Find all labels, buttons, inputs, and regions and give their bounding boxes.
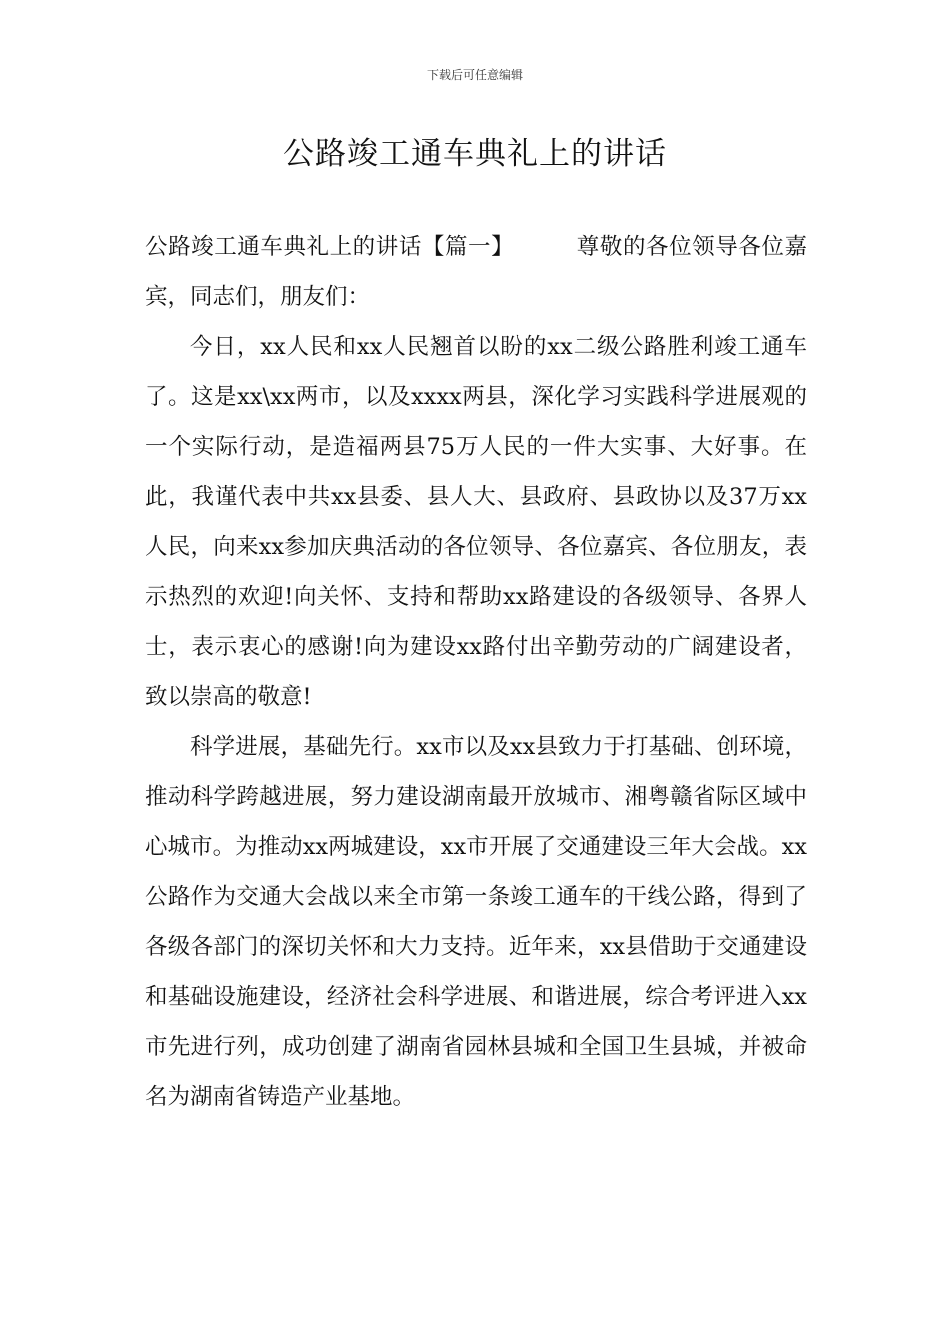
- greeting: 尊敬的各位领导各位嘉宾，同志们，朋友们：: [145, 234, 807, 310]
- body-paragraph-2: 科学进展，基础先行。xx市以及xx县致力于打基础、创环境，推动科学跨越进展，努力建设湖南最开放城市、湘粤赣省际区域中心城市。为推动xx两城建设，xx市开展了交通建设三年大会战。xx公路作为交通大会战以来全市第一条竣工通车的干线公路，得到了各级各部门的深切关怀和大力支持。近年来，xx县借助于交通建设和基础设施建设，经济社会科学进展、和谐进展，综合考评进入xx市先进行列，成功创建了湖南省园林县城和全国卫生县城，并被命名为湖南省铸造产业基地。: [145, 734, 807, 1110]
- header-note: 下载后可任意编辑: [426, 68, 523, 82]
- body-paragraph-1: 今日，xx人民和xx人民翘首以盼的xx二级公路胜利竣工通车了。这是xx\xx两市，以及xxxx两县，深化学习实践科学进展观的一个实际行动，是造福两县75万人民的一件大实事、大好事。在此，我谨代表中共xx县委、县人大、县政府、县政协以及37万xx人民，向来xx参加庆典活动的各位领导、各位嘉宾、各位朋友，表示热烈的欢迎!向关怀、支持和帮助xx路建设的各级领导、各界人士，表示衷心的感谢!向为建设xx路付出辛勤劳动的广阔建设者，致以崇高的敬意!: [145, 334, 807, 710]
- section-heading: 公路竣工通车典礼上的讲话【篇一】: [145, 234, 515, 260]
- document-title: 公路竣工通车典礼上的讲话: [283, 136, 667, 172]
- document-body: [145, 222, 807, 1122]
- intro-paragraph: [145, 222, 807, 322]
